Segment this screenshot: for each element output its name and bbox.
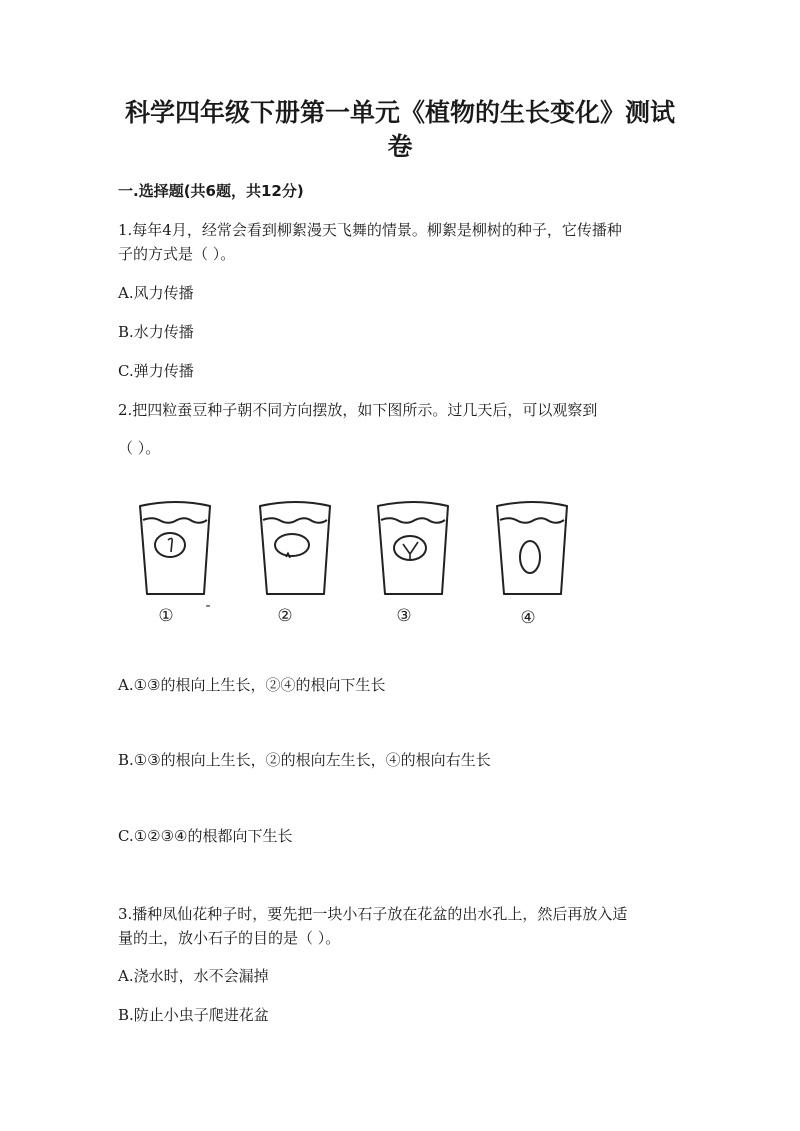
figure-label-2: ② — [277, 606, 293, 626]
question-1-option-b: B.水力传播 — [118, 323, 194, 341]
cup-1 — [140, 502, 210, 594]
figure-label-1: ① — [158, 606, 174, 626]
figure-label-3: ③ — [396, 606, 412, 626]
question-2-option-c: C.①②③④的根都向下生长 — [118, 827, 293, 845]
title-line-1: 科学四年级下册第一单元《植物的生长变化》测试 — [124, 98, 675, 127]
question-2-option-b: B.①③的根向上生长，②的根向左生长，④的根向右生长 — [118, 751, 491, 769]
question-1-option-a: A.风力传播 — [118, 284, 194, 302]
question-1-stem-line-2: 子的方式是（ ）。 — [118, 245, 236, 263]
question-3-stem-line-1: 3.播种凤仙花种子时，要先把一块小石子放在花盆的出水孔上，然后再放入适 — [118, 905, 628, 923]
question-1-option-c: C.弹力传播 — [118, 362, 194, 380]
question-2-option-a: A.①③的根向上生长，②④的根向下生长 — [118, 676, 386, 694]
figure-label-4: ④ — [520, 608, 536, 628]
title-line-2: 卷 — [387, 132, 413, 161]
question-3-stem-line-2: 量的土，放小石子的目的是（ ）。 — [118, 929, 341, 947]
question-1-stem-line-1: 1.每年4月，经常会看到柳絮漫天飞舞的情景。柳絮是柳树的种子，它传播种 — [118, 221, 622, 239]
section-heading: 一.选择题(共6题，共12分) — [118, 182, 304, 200]
page-title — [100, 96, 700, 164]
figure-stray-mark: - — [205, 598, 211, 614]
question-3-option-b: B.防止小虫子爬进花盆 — [118, 1006, 269, 1024]
question-2-stem-line-1: 2.把四粒蚕豆种子朝不同方向摆放，如下图所示。过几天后，可以观察到 — [118, 401, 598, 419]
bean-cups-figure — [128, 490, 568, 635]
cup-3 — [378, 502, 448, 594]
cup-4 — [497, 502, 567, 594]
question-3-option-a: A.浇水时，水不会漏掉 — [118, 967, 269, 985]
question-2-stem-line-2: （ ）。 — [118, 439, 161, 457]
cup-2 — [260, 502, 330, 594]
